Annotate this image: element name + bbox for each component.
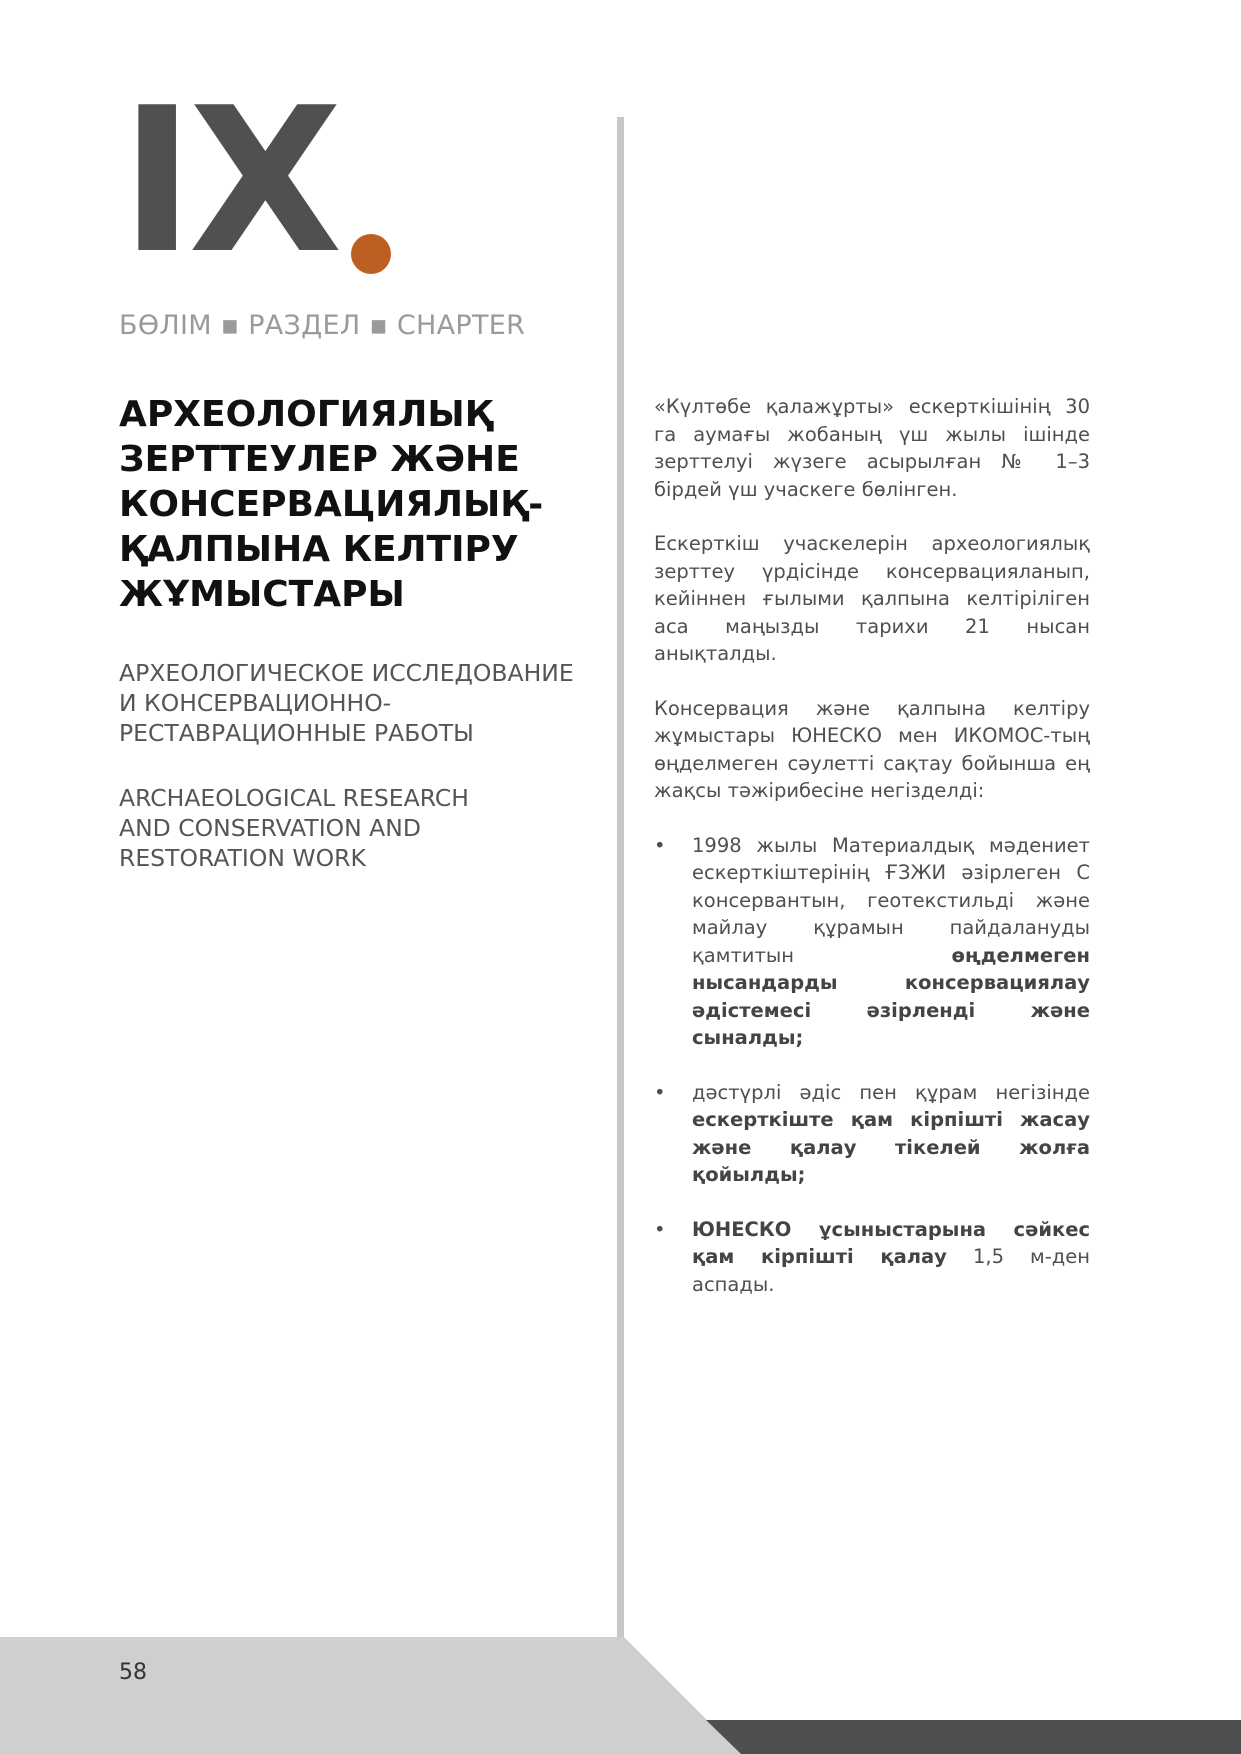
title-english-line: AND CONSERVATION AND: [119, 814, 421, 842]
body-text: [654, 393, 1090, 1325]
bullet-dot: •: [654, 1080, 666, 1104]
paragraph-3: Консервация және қалпына келтіру жұмыстары ЮНЕСКО мен ИКОМОС-тың өңделмеген сәулетті сақтау бойынша ең жақсы тәжірибесіне негізделді:: [654, 696, 1090, 802]
title-english: [119, 783, 599, 873]
bullet-bold-text: өңделмеген нысандарды консервациялау әдістемесі әзірленді және сыналды;: [692, 943, 1090, 1049]
paragraph-1: «Күлтөбе қалажұрты» ескерткішінің 30 га аумағы жобаның үш жылы ішінде зерттелуі жүзеге асырылған № 1–3 бірдей үш учаскеге бөлінген.: [654, 395, 1090, 501]
title-english-line: RESTORATION WORK: [119, 844, 366, 872]
title-english-line: ARCHAEOLOGICAL RESEARCH: [119, 784, 469, 812]
bullet-text: дәстүрлі әдіс пен құрам негізінде: [692, 1080, 1090, 1104]
bullet-text: 1998 жылы Материалдық мәдениет ескерткіштерінің ҒЗЖИ әзірлеген С консервантын, геотекстильді және майлау құрамын пайдалануды қамтитын: [692, 833, 1090, 967]
title-kazakh-line: КОНСЕРВАЦИЯЛЫҚ-: [119, 484, 544, 525]
title-kazakh-line: ЖҰМЫСТАРЫ: [119, 574, 405, 615]
title-kazakh-line: ЗЕРТТЕУЛЕР ЖӘНЕ: [119, 439, 520, 480]
title-russian: [119, 658, 599, 748]
bullet-text: 1,5 м-ден аспады.: [692, 1245, 1091, 1296]
bullet-dot: •: [654, 833, 666, 857]
bullet-list: [654, 832, 1090, 1299]
title-kazakh-line: АРХЕОЛОГИЯЛЫҚ: [119, 394, 493, 435]
bullet-bold-text: ескерткіште қам кірпішті жасау және қалау тікелей жолға қойылды;: [692, 1108, 1090, 1186]
title-russian-line: РЕСТАВРАЦИОННЫЕ РАБОТЫ: [119, 719, 474, 747]
chapter-numeral: IX: [120, 65, 337, 298]
bullet-item-2: [654, 1079, 1090, 1189]
bullet-bold-text: ЮНЕСКО ұсыныстарына сәйкес қам кірпішті қалау: [692, 1217, 1090, 1268]
footer-dark-band: [706, 1720, 1241, 1754]
chapter-label: БӨЛІМ ▪ РАЗДЕЛ ▪ CHAPTER: [119, 310, 526, 341]
bullet-item-3: [654, 1216, 1090, 1299]
footer-band: [0, 1637, 1241, 1754]
paragraph-2: Ескерткіш учаскелерін археологиялық зерттеу үрдісінде консервацияланып, кейіннен ғылыми қалпына келтіріліген аса маңызды тарихи 21 нысан анықталды.: [654, 532, 1090, 665]
bullet-item-1: [654, 832, 1090, 1052]
title-russian-line: И КОНСЕРВАЦИОННО-: [119, 689, 392, 717]
title-kazakh-line: ҚАЛПЫНА КЕЛТІРУ: [119, 529, 519, 570]
chapter-dot-accent: [351, 234, 391, 274]
column-divider: [617, 117, 624, 1637]
footer-gray-band: [0, 1637, 741, 1754]
title-russian-line: АРХЕОЛОГИЧЕСКОЕ ИССЛЕДОВАНИЕ: [119, 659, 574, 687]
bullet-dot: •: [654, 1217, 666, 1241]
title-kazakh: [119, 392, 579, 617]
page-number: 58: [119, 1660, 147, 1685]
